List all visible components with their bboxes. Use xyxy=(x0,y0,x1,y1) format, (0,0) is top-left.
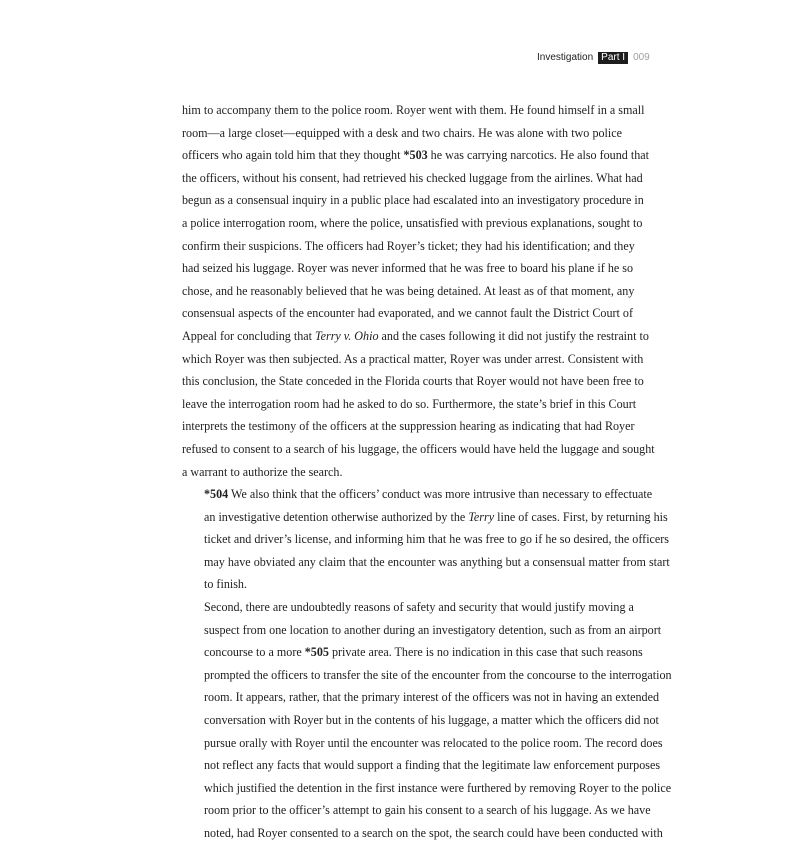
text-line xyxy=(182,799,651,822)
text-line xyxy=(182,415,635,438)
text-segment: a police interrogation room, where the police, unsatisfied with previous explanations, sought to xyxy=(182,215,643,230)
text-segment: refused to consent to a search of his luggage, the officers would have held the luggage and sought xyxy=(182,441,655,456)
text-segment: suspect from one location to another during an investigatory detention, such as from an airport xyxy=(204,622,662,637)
text-line xyxy=(182,189,644,212)
text-segment: which Royer was then subjected. As a practical matter, Royer was under arrest. Consistent with xyxy=(182,351,644,366)
text-segment: officers who again told him that they thought xyxy=(182,148,404,163)
text-segment: noted, had Royer consented to a search on the spot, the search could have been conducted with xyxy=(204,826,663,840)
text-line xyxy=(182,438,655,461)
star-page-marker: *504 xyxy=(204,487,229,502)
text-segment: which justified the detention in the first instance were furthered by removing Royer to the police xyxy=(204,780,672,795)
paragraph-p2 xyxy=(182,483,670,596)
text-segment: an investigative detention otherwise authorized by the xyxy=(204,509,469,524)
text-line xyxy=(182,709,659,732)
text-line xyxy=(182,573,622,596)
text-segment: may have obviated any claim that the encounter was anything but a consensual matter from start xyxy=(204,554,670,569)
text-line xyxy=(182,732,663,755)
text-line xyxy=(182,302,634,325)
star-page-marker: *505 xyxy=(304,645,329,660)
text-line xyxy=(182,122,622,145)
text-segment: not reflect any facts that would support a finding that the legitimate law enforcement purposes xyxy=(204,758,661,773)
text-segment: he was carrying narcotics. He also found that xyxy=(427,148,649,163)
text-segment: conversation with Royer but in the contents of his luggage, a matter which the officers did not xyxy=(204,713,659,728)
text-line xyxy=(182,822,663,845)
text-segment: Second, there are undoubtedly reasons of safety and security that would justify moving a xyxy=(204,600,634,615)
text-line xyxy=(182,99,645,122)
text-segment: pursue orally with Royer until the encounter was relocated to the police room. The record does xyxy=(204,735,663,750)
text-segment: line of cases. First, by returning his xyxy=(494,509,668,524)
text-line xyxy=(182,348,644,371)
case-name: Terry xyxy=(468,509,495,524)
paragraph-p3 xyxy=(182,596,672,845)
text-line xyxy=(182,144,649,167)
text-line xyxy=(182,235,635,258)
text-line xyxy=(182,596,634,619)
body-text xyxy=(182,99,672,845)
text-segment: concourse to a more xyxy=(204,645,305,660)
text-line xyxy=(182,393,637,416)
text-segment: and the cases following it did not justify the restraint to xyxy=(378,328,649,343)
text-line xyxy=(182,461,622,484)
page-number: 009 xyxy=(633,52,650,63)
text-line xyxy=(182,664,672,687)
star-page-marker: *503 xyxy=(403,148,428,163)
running-header xyxy=(537,51,650,64)
text-segment: consensual aspects of the encounter had evaporated, and we cannot fault the District Court of xyxy=(182,306,634,321)
text-segment: prompted the officers to transfer the site of the encounter from the concourse to the interrogation xyxy=(204,667,672,682)
text-segment: this conclusion, the State conceded in the Florida courts that Royer would not have been free to xyxy=(182,374,644,389)
text-line xyxy=(182,619,662,642)
case-name: Terry v. Ohio xyxy=(315,328,379,343)
text-segment: We also think that the officers’ conduct was more intrusive than necessary to effectuate xyxy=(228,487,653,502)
text-segment: interprets the testimony of the officers at the suppression hearing as indicating that had Royer xyxy=(182,419,635,434)
text-segment: ticket and driver’s license, and informing him that he was free to go if he so desired, the officers xyxy=(204,532,670,547)
text-segment: leave the interrogation room had he asked to do so. Furthermore, the state’s brief in this Court xyxy=(182,396,637,411)
text-segment: room prior to the officer’s attempt to gain his consent to a search of his luggage. As we have xyxy=(204,803,651,818)
text-line xyxy=(182,506,668,529)
text-line xyxy=(182,280,635,303)
text-segment: chose, and he reasonably believed that he was being detained. At least as of that moment, any xyxy=(182,283,635,298)
text-line xyxy=(182,641,643,664)
text-line xyxy=(182,551,670,574)
text-line xyxy=(182,167,643,190)
text-segment: the officers, without his consent, had retrieved his checked luggage from the airlines. What had xyxy=(182,170,643,185)
text-line xyxy=(182,754,661,777)
text-segment: begun as a consensual inquiry in a public place had escalated into an investigatory procedure in xyxy=(182,193,644,208)
text-segment: a warrant to authorize the search. xyxy=(182,464,343,479)
text-segment: private area. There is no indication in this case that such reasons xyxy=(328,645,643,660)
text-segment: confirm their suspicions. The officers had Royer’s ticket; they had his identification; and they xyxy=(182,238,635,253)
text-line xyxy=(182,777,672,800)
text-line xyxy=(182,483,653,506)
text-segment: had seized his luggage. Royer was never informed that he was free to board his plane if he so xyxy=(182,261,634,276)
text-line xyxy=(182,686,660,709)
paragraph-p1 xyxy=(182,99,655,483)
text-line xyxy=(182,212,643,235)
text-segment: him to accompany them to the police room. Royer went with them. He found himself in a small xyxy=(182,103,645,117)
text-line xyxy=(182,325,649,348)
text-segment: to finish. xyxy=(204,577,248,592)
section-title: Investigation xyxy=(537,52,594,63)
text-segment: room. It appears, rather, that the primary interest of the officers was not in having an extended xyxy=(204,690,660,705)
text-line xyxy=(182,370,644,393)
text-segment: room—a large closet—equipped with a desk and two chairs. He was alone with two police xyxy=(182,125,622,140)
text-segment: Appeal for concluding that xyxy=(182,328,315,343)
text-line xyxy=(182,257,634,280)
text-line xyxy=(182,528,670,551)
part-badge: Part I xyxy=(598,52,628,64)
